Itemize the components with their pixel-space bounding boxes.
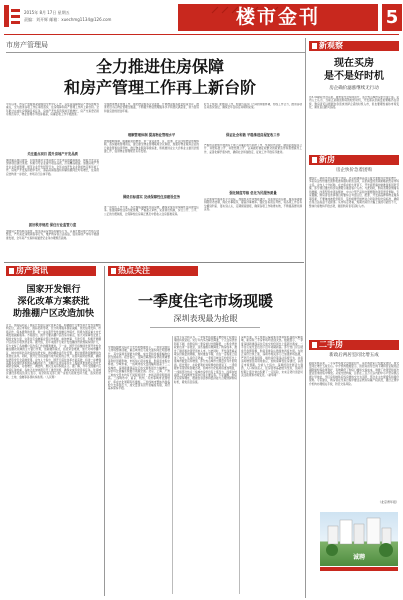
lower-divider xyxy=(4,262,304,263)
masthead-logo-mark xyxy=(4,5,20,27)
lead-headline-1: 全力推进住房保障 xyxy=(95,57,224,76)
view-title-2: 是不是好时机 xyxy=(324,71,384,82)
masthead-band xyxy=(178,4,378,31)
masthead-editor: 责编：刘开辉 邮箱：xuechmg1134@126.com xyxy=(24,17,112,22)
hot-focus-col3: 深圳方面，受土地供应偏紧和需求持续旺盛的双重影响，新房和二手房市场均表现火热。数据显示，一季度深圳新建商品住宅成交均价同比上涨超过两成，二手住宅成交量也创下近年同期新高。部分热门片区楼盘开盘即售罄，购房者排队认购现象再度出现。为防止房价过快上涨，深圳市相关部门已加强市场监测，严厉打击捂盘惜售、哄抬房价等违法违规行为，并将适时增加住房用地供应，加快保障性住房建设，以稳定市场预期。分析人士指出，深圳经济发展活力强劲，人口持续流入，住房需求基础较为坚实，但房价短期上涨过快也积累了一定风险，未来走势仍需密切关注政策和市场变化。（新华网） xyxy=(241,336,303,377)
lead-subhead-1: 关注重点项目 提升房地产开发品质 xyxy=(27,152,78,156)
lead-subhead-6: 围绕目标落实 完成保障性住房建设任务 xyxy=(122,195,181,199)
lead-body-col1-c: 加强房产市场秩序监管，规范商品房预售和销售行为，认真开展房地产市场专项整治，严厉查处违规销售等行为，维护购房者合法权益，促进房地产市场平稳健康发展，全年房产交易和权属登记业务办理规范高效。 xyxy=(6,230,99,240)
view-title-1: 现在买房 xyxy=(334,58,374,69)
lead-subhead-5: 强化制度考核 优化为民服务质量 xyxy=(229,191,277,195)
news-body: 近日，国务院同意了国家开发银行深化改革方案，明确国开行要坚持开发性金融机构定位，适应市场化、国际化新形势，充分利用服务国家战略、依托信用支持、市场运作、保本微利的优势，进一步完善开发性金融运作模式，积极为国家重大中长期发展战略服务。方案提出，国开行要以棚户区改造为重点，加大对保障性安居工程的支持力度，完善住宅金融事业部运作机制，单独核算，专款专用，积极开展棚户区改造专项贷款业务。据介绍，近年来国开行累计发放棚改贷款规模持续扩大，有力支持了各地棚户区改造工作的顺利推进。下一步，国开行将继续发挥开发性金融在棚改领域的主力银行作用，创新融资模式，拓宽资金渠道，加大对城市棚户区、城中村和危房改造的信贷支持，推动棚改货币化安置，更好地帮助困难群众改善居住条件。同时，国开行还将加强与地方政府的合作，完善风险防控机制，确保信贷资金安全高效使用。业内人士指出，国开行深化改革方案获批，将进一步增强其服务实体经济和国家战略的能力，为棚户区改造等民生工程提供更加稳定的中长期资金保障，对稳增长、调结构、惠民生具有积极意义。据了解，今年全国棚户区改造任务较重，各地正在加快项目开工建设进度，确保完成年度目标任务。住房城乡建设部相关负责人表示，将会同有关部门进一步加大政策支持力度，落实好财政、土地、金融等各项扶持政策。（人民网） xyxy=(6,324,101,379)
hot-focus-rule xyxy=(150,327,260,328)
second-hand-body: 新政实施以来，二手房市场成交量明显回升，其中两居室户型最受欢迎，成交量同比增长五成左右。中介机构数据显示，首套房首付比例下调和营业税免征期限缩短等政策利好，有效降低了购房门槛和交易成本，刺激了改善型和首次置业需求的集中释放。从成交结构看，总价在三百万元以内的中小户型房源占据主导地位，学区房和地铁沿线房源成交尤为活跃，部分业主出现惜售和提价现象。专家建议，购房者在交易过程中要注意核实房屋产权状况，通过正规中介机构办理相关手续，防范交易风险。 xyxy=(309,362,399,386)
new-house-subtitle: 房企快价急着团购 xyxy=(336,168,372,173)
view-body: 自3·30新政出台以来，楼市成交量持续回升，部分热点城市房价出现上涨。业内人士认为，当前正是刚需购房的较好时机，开发商以价换量的策略仍在延续，购房者可以根据自身需求选择合适的时机入市，但也要理性看待市场变化，避免盲目跟风追涨。 xyxy=(309,96,399,110)
news-headline-3: 助推棚户区改造加快 xyxy=(12,309,94,319)
lead-body-col1-a: 今年以来，市房产管理局紧紧围绕全市中心工作，以住房保障和房产市场管理为重点，全力推进各项工作任务的落实，住房保障和房产管理工作再上新台阶。全年累计完成住房保障目标任务，房地产开发投资保持平稳增长，房产交易登记秩序规范有序，物业管理水平稳步提高，房屋征收工作平稳推进。 xyxy=(6,103,99,117)
lead-body-col1-b: 围绕重点项目建设，切实加强对全市房地产开发项目的跟踪服务，督促开发企业加快项目建设进度。积极引导企业提升项目品质，打造精品楼盘。加强房地产开发企业资质管理，规范企业开发经营行为，全年完成开发企业资质核定和年检工作，房地产开发投资稳中有升，商品房销售面积和销售额同比均有增长，住房供应结构进一步优化，市场运行总体平稳。 xyxy=(6,159,99,176)
news-column-divider xyxy=(104,266,105,596)
lead-body-col2-b: 按照理顺体制、明确职责的要求，进一步完善市、区、街道、社区四级物业管理体制，落实属地管理责任，建立健全物业管理联席会议制度，加强对物业服务企业的日常监管和信用考核，推行物业服务等级标准，积极推进业主大会和业主委员会组建工作，促进物业管理规范有序发展。 xyxy=(104,140,199,154)
new-house-label: 新房 xyxy=(309,155,399,165)
end-note: （北京青年报） xyxy=(377,500,399,504)
second-hand-label: 二手房 xyxy=(309,340,399,350)
lead-body-col3-b: 严格依法依规开展国有土地上房屋征收与补偿工作，坚持阳光征收，做到征收程序公开、补偿标准公开、补偿结果公开，认真做好被征收群众的政策宣传和思想疏导工作，妥善化解矛盾纠纷，确保社会和谐稳定，征收工作平稳有序推进。 xyxy=(204,144,302,154)
lead-body-col3-c: 以全面提升服务水平为目标，加强机关作风效能建设，完善岗位责任制、服务承诺制和限时办结制，简化办事程序，提高办事效率。强化目标责任考核，将各项工作任务分解到科室、落实到人头，定期督查通报，确保各项工作取得实效，不断提高群众满意度。 xyxy=(204,198,302,212)
page-number: 5 xyxy=(380,4,402,31)
masthead-divider xyxy=(4,34,399,35)
advert-footer-bar xyxy=(320,567,398,571)
lead-subhead-3: 理顺管理体制 提高物业管理水平 xyxy=(127,133,176,137)
hot-focus-col1: 中国指数研究院近日发布的数据显示，一季度全国住宅市场整体回暖，重点城市住宅成交面积同比明显增长，其中深圳表现最为抢眼，成交量和价格涨幅均位居全国前列。报告指出，受降息降准和房贷政策调整等利好因素影响，市场信心逐步恢复，购房需求集中释放。分城市看，一线城市成交量涨幅明显高于二三线城市，深圳新建商品住宅成交面积同比大幅增长，房价环比涨幅连续数月领跑全国。北京、上海、广州三地成交量也均有不同程度回升，市场活跃度明显提高。二线城市中，南京、杭州、苏州等城市表现较好，库存去化周期有所缩短。三四线城市整体仍面临较大去库存压力，成交量虽有回升但幅度有限，房价基本保持平稳。 xyxy=(108,346,170,391)
right-column-divider xyxy=(305,38,306,598)
lead-subhead-4: 保证社会和谐 平稳推进房屋征收工作 xyxy=(226,133,280,137)
lead-body-col2-a: 全面推进物业管理工作，强化物业服务企业监管，开展物业服务质量检查考评，推进老旧小区物业管理全覆盖，不断提升物业管理服务水平和居民满意度，努力营造和谐宜居的居住环境。 xyxy=(104,103,199,113)
lead-headline-2: 和房产管理工作再上新台阶 xyxy=(63,78,256,97)
new-house-body: 据统计，新政出台后的首个季度，北京新建商品住宅成交套数环比明显增长，多家房企纷纷推出团购优惠和限时折扣活动，以价换量的营销策略依然是市场主流。业内人士分析称，在去库存的大背景下，开发商普遍加快推盘和回款节奏，部分项目推出特价房源吸引刚需客户入市。与此同时，购房者观望情绪有所缓解，改善型需求逐步释放，中小户型产品和交通便利的项目更受青睐。专家提醒，购房者在选择项目时要综合考虑区位、配套、开发商品牌和物业服务等因素，不要单纯被低价吸引，签约前要仔细核对合同条款和交房标准，确保自身合法权益不受损害。从市场走势看，短期内房价大幅上涨的可能性不大，整体仍将维持平稳态势，刚需购房者可适时入市。 xyxy=(309,177,399,208)
advert-image xyxy=(320,512,398,566)
news-headline-1: 国家开发银行 xyxy=(26,285,81,295)
news-section-label: 房产资讯 xyxy=(6,266,96,276)
lead-subhead-2: 抓好秩序规范 保住行业监管力度 xyxy=(28,223,77,227)
lead-body-col2-c: 进一步加大工作力度，多方筹集保障性住房房源，确保完成年度保障性住房建设任务。加强保障性住房分配管理，严格准入审核，完善退出机制，实行公开、公平、公正的分配制度，让保障性住房真正惠及中低收入住房困难家庭。 xyxy=(104,206,199,216)
section-title: 楼市金刊 xyxy=(235,6,320,28)
hot-focus-col2: 业内专家分析认为，一季度市场回暖主要得益于政策环境的持续宽松。央行年内多次降息降准，个人住房贷款利率下调，首套房和二套房首付比例降低，公积金贷款政策也进一步放宽，这些措施有效降低了购房成本，激发了刚需和改善型需求入市。与此同时，开发商普遍采取以价换量的策略，加快推盘节奏，也在一定程度上促进了成交。从房价走势看，一季度百城住宅均价环比上涨城市数量有所增加，部分热点城市出现量价齐升的局面。报告预计，在政策利好持续释放的背景下，二季度楼市有望延续回暖态势，但城市分化格局将更加明显，一线和部分热点二线城市房价仍有上涨压力，而库存较高的三四线城市去库存仍是主要任务。专家提醒，购房者应保持理性，根据自身需求和经济能力合理选择购房时机，避免盲目追涨。 xyxy=(174,336,237,384)
second-hand-subtitle: 新政后两居室同比增五成 xyxy=(329,353,379,358)
lead-kicker: 市房产管理局 xyxy=(6,41,48,49)
masthead xyxy=(0,0,403,36)
advert-text: 诚聘 xyxy=(352,554,365,561)
lead-body-col3-a: 好与上级部门的衔接工作，加强与各部门之间的沟通协调，形成工作合力，推进各项任务落实到位，确保全年目标任务顺利完成。 xyxy=(204,103,302,110)
lead-kicker-rule xyxy=(6,52,306,53)
hot-focus-headline: 一季度住宅市场现暖 xyxy=(137,292,273,310)
masthead-date: 2015年 8月 17日 星期五 xyxy=(24,10,70,15)
view-subtitle: 房企确价滤涨继续无行动 xyxy=(329,86,379,91)
hot-focus-subheadline: 深圳表现最为抢眼 xyxy=(173,314,238,323)
new-view-label: 新观察 xyxy=(309,41,399,51)
hot-focus-label: 热点关注 xyxy=(108,266,198,276)
news-headline-2: 深化改革方案获批 xyxy=(17,297,90,307)
